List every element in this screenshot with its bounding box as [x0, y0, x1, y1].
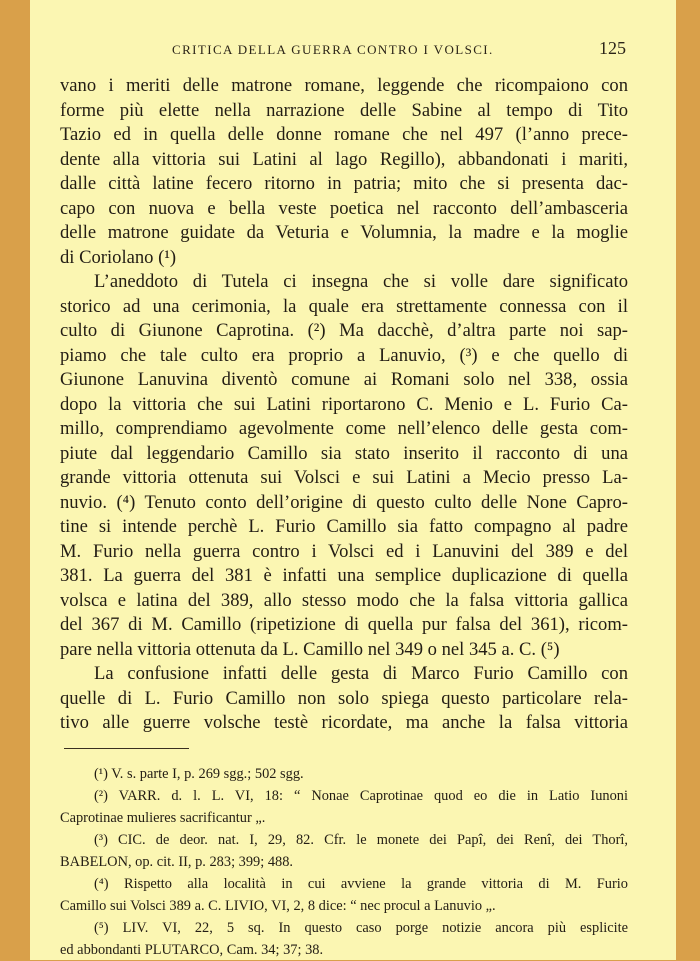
text-line: nuvio. (⁴) Tenuto conto dell’origine di questo culto delle None Capro- [60, 491, 628, 513]
footnote-line: ed abbondanti PLUTARCO, Cam. 34; 37; 38. [60, 942, 324, 958]
text-line: vano i meriti delle matrone romane, leggende che ricompaiono con [60, 75, 628, 96]
page-header [30, 38, 676, 64]
text-line: La confusione infatti delle gesta di Marco Furio Camillo con [94, 663, 628, 684]
text-line: forme più elette nella narrazione delle Sabine al tempo di Tito [60, 99, 628, 121]
text-line: M. Furio nella guerra contro i Volsci ed i Lanuvini del 389 e del [60, 540, 628, 562]
footnote-line: Caprotinae mulieres sacrificantur „. [60, 810, 266, 826]
footnote-line: (¹) V. s. parte I, p. 269 sgg.; 502 sgg. [94, 766, 304, 782]
footnote-line: (⁴) Rispetto alla località in cui avviene la grande vittoria di M. Furio [94, 876, 628, 892]
text-line: culto di Giunone Caprotina. (²) Ma dacchè, d’altra parte noi sap- [60, 320, 628, 341]
book-page [30, 0, 676, 960]
text-line: piute dal leggendario Camillo sia stato inserito il racconto di una [60, 442, 628, 464]
text-line: volsca e latina del 389, allo stesso modo che la falsa vittoria gallica [60, 589, 628, 611]
text-line: 381. La guerra del 381 è infatti una semplice duplicazione di quella [60, 565, 628, 586]
text-line: di Coriolano (¹) [60, 246, 177, 268]
main-text [60, 74, 628, 736]
text-line: delle matrone guidate da Veturia e Volumnia, la madre e la moglie [60, 222, 628, 243]
text-line: L’aneddoto di Tutela ci insegna che si volle dare significato [94, 271, 628, 292]
footnote-line: (³) CIC. de deor. nat. I, 29, 82. Cfr. le monete dei Papî, dei Renî, dei Thorî, [94, 832, 628, 848]
text-line: dalle città latine fecero ritorno in patria; mito che si presenta dac- [60, 173, 628, 194]
footnote-line: Camillo sui Volsci 389 a. C. LIVIO, VI, 2, 8 dice: “ nec procul a Lanuvio „. [60, 898, 496, 914]
text-line: capo con nuova e bella veste poetica nel racconto dell’ambasceria [60, 197, 628, 219]
text-line: Giunone Lanuvina diventò comune ai Romani solo nel 338, ossia [60, 369, 628, 390]
footnote-divider [64, 748, 189, 749]
footnote-line: BABELON, op. cit. II, p. 283; 399; 488. [60, 854, 294, 870]
text-line: grande vittoria ottenuta sui Volsci e sui Latini a Mecio presso La- [60, 467, 628, 488]
text-line: tine si intende perchè L. Furio Camillo sia fatto compagno al padre [60, 516, 628, 537]
page-number: 125 [599, 38, 626, 58]
text-line: dopo la vittoria che sui Latini riportarono C. Menio e L. Furio Ca- [60, 393, 628, 415]
text-line: Tazio ed in quella delle donne romane che nel 497 (l’anno prece- [60, 124, 628, 145]
text-line: piamo che tale culto era proprio a Lanuvio, (³) e che quello di [60, 344, 628, 366]
text-line: del 367 di M. Camillo (ripetizione di quella pur falsa del 361), ricom- [60, 614, 628, 635]
footnote-line: (²) VARR. d. l. L. VI, 18: “ Nonae Caprotinae quod eo die in Latio Iunoni [94, 788, 628, 804]
footnotes [60, 763, 628, 961]
running-title: CRITICA DELLA GUERRA CONTRO I VOLSCI. [172, 42, 494, 57]
text-line: storico ad una cerimonia, la quale era strettamente connessa con il [60, 295, 628, 317]
text-line: quelle di L. Furio Camillo non solo spiega questo particolare rela- [60, 687, 628, 709]
text-line: tivo alle guerre volsche testè ricordate, ma anche la falsa vittoria [60, 712, 628, 733]
text-line: millo, comprendiamo agevolmente come nell’elenco delle gesta com- [60, 418, 628, 439]
footnote-line: (⁵) LIV. VI, 22, 5 sq. In questo caso porge notizie ancora più esplicite [94, 920, 628, 936]
text-line: dente alla vittoria sui Latini al lago Regillo), abbandonati i mariti, [60, 148, 628, 170]
text-line: pare nella vittoria ottenuta da L. Camillo nel 349 o nel 345 a. C. (⁵) [60, 638, 560, 660]
